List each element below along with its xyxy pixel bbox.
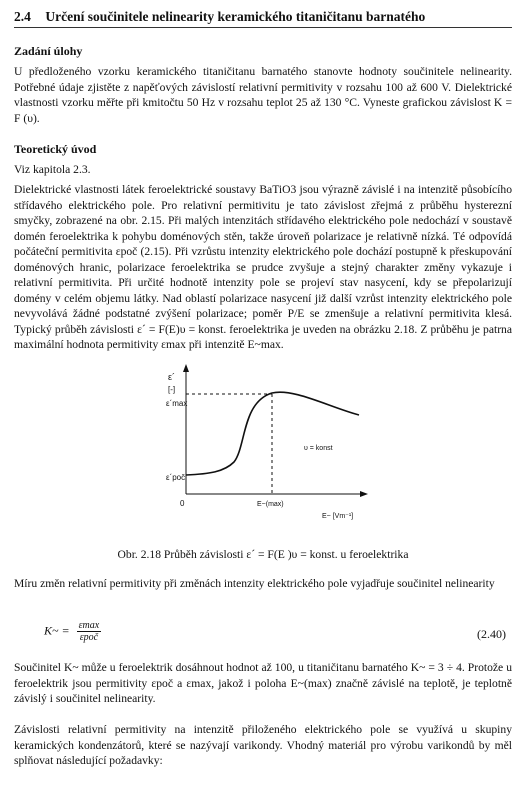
formula-numerator: εmax [78, 620, 100, 631]
zadani-heading: Zadání úlohy [14, 44, 83, 58]
zadani-text: U předloženého vzorku keramického titaničitanu barnatého stanovte hodnoty součinitele nelinearity. Potřebné údaje zjistěte z napěťových závislostí relativní permitivity v rozsahu 100 až 600 V. Dielektrické vlastnosti vzorku měřte při kmitočtu 50 Hz v rozsahu teplot 25 až 130 °C. Vyneste grafickou závislost K = F (υ). [14, 65, 512, 125]
teorie-heading: Teoretický úvod [14, 142, 97, 156]
section-title [14, 9, 512, 25]
formula-240 [44, 620, 101, 643]
figure-caption: Obr. 2.18 Průběh závislosti ε´ = F(E )υ = konst. u feroelektrika [117, 548, 409, 561]
x-axis-label: E~ [Vm⁻¹] [322, 513, 354, 520]
formula-fraction [77, 620, 102, 643]
curve-label: υ = konst [304, 445, 333, 452]
nelinearita-paragraph: Míru změn relativní permitivity při změnách intenzity elektrického pole vyjadřuje součinitel nelinearity [14, 577, 495, 590]
section-number: 2.4 [14, 9, 31, 24]
formula-lhs: K~ = [44, 623, 70, 638]
section-title-text: Určení součinitele nelinearity keramického titaničitanu barnatého [45, 9, 426, 24]
y-label-unit: [-] [168, 385, 176, 394]
y-label-top: ε´ [168, 372, 176, 382]
equation-number: (2.40) [477, 627, 506, 641]
soucinitel-paragraph: Součinitel K~ může u feroelektrik dosáhnout hodnot až 100, u titaničitanu barnatého K~ = 3 ÷ 4. Protože u feroelektrik jsou permitivity εpoč a εmax, jakož i poloha E~(max) značně závislé na teplotě, je teplotně závislý i součinitel nelinearity. [14, 661, 512, 705]
viz-text: Viz kapitola 2.3. [14, 163, 91, 176]
x-axis-arrow [360, 491, 368, 497]
title-rule [14, 27, 512, 28]
teorie-paragraph: Dielektrické vlastnosti látek feroelektrické soustavy BaTiO3 jsou výrazně závislé i na intenzitě působícího střídavého elektrického pole. Pro relativní permitivitu je tato závislost zřejmá z průběhu hysterezní smyčky, zobrazené na obr. 2.15. Při malých intenzitách střídavého elektrického pole nedochází v soustavě domén feroelektrika k pohybu doménových stěn, takže úroveň polarizace je relativně nízká. Té odpovídá počáteční permitivita εpoč (2.15). Při vzrůstu intenzity elektrického pole dochází postupně k přeskupování doménových hranic, polarizace feroelektrika se prudce zvyšuje a stejný charakter změny vykazuje i relativní permitivita. Při určité hodnotě intenzity pole se projeví stav nasycení, kdy se přepolarizují domény v celém objemu látky. Nad oblastí polarizace nasycení již další vzrůst intenzity elektrického pole nevyvolává žádné podstatné zvýšení polarizace; poměr P/E se zmenšuje a relativní permitivita klesá. Typický průběh závislosti ε´ = F(E)υ = konst. feroelektrika je uveden na obrázku 2.18. Z průběhu je patrna maximální hodnota permitivity εmax při intenzitě E~max. [14, 183, 512, 351]
x-emax-label: E~(max) [257, 501, 284, 508]
y-axis-arrow [183, 364, 189, 372]
origin-label: 0 [180, 499, 185, 508]
formula-denominator: εpoč [79, 632, 99, 643]
varikondy-paragraph: Závislosti relativní permitivity na intenzitě přiloženého elektrického pole se využívá u skupiny keramických kondenzátorů, které se nazývají varikondy. Vhodný materiál pro výrobu varikondů by měl splňovat následující požadavky: [14, 723, 512, 767]
permittivity-figure [154, 362, 374, 532]
y-poc-label: ε´poč [166, 473, 186, 482]
y-max-label: ε´max [166, 399, 188, 408]
